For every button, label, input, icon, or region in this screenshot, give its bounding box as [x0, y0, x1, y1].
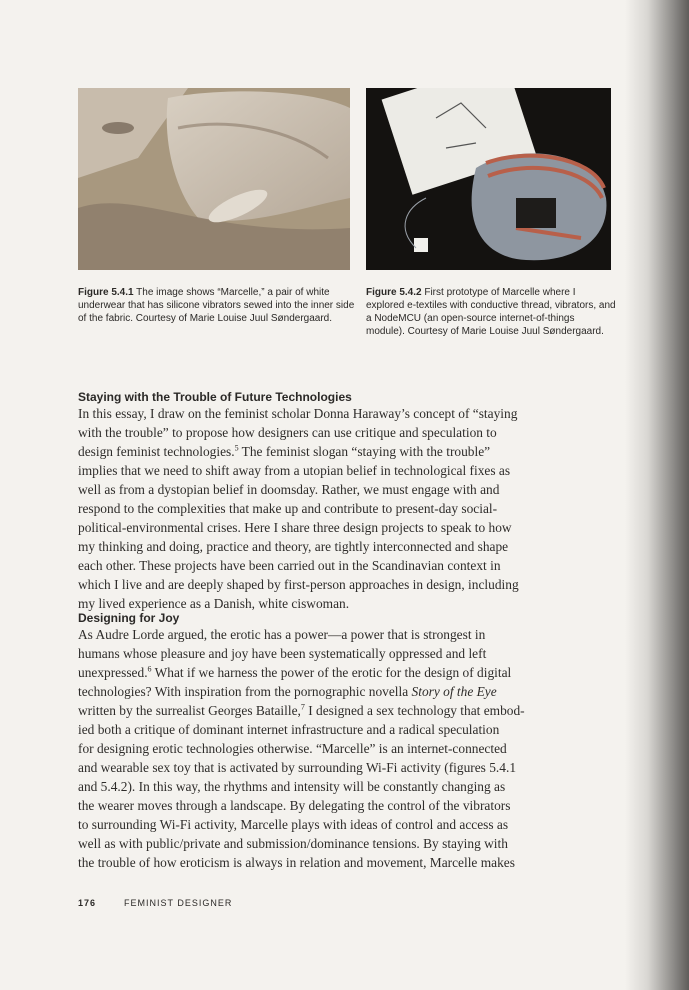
body-line: design feminist technologies.$^5$ The feminist slogan “staying with the trouble”: [78, 443, 491, 459]
body-line: ied both a critique of dominant internet infrastructure and a radical speculation: [78, 722, 500, 737]
body-line: and 5.4.2). In this way, the rhythms and intensity will be constantly changing as: [78, 779, 506, 794]
footnote-ref: 6: [147, 664, 152, 674]
body-line: humans whose pleasure and joy have been systematically oppressed and left: [78, 646, 487, 661]
body-line: As Audre Lorde argued, the erotic has a power—a power that is strongest in: [78, 627, 486, 642]
section-heading-staying-with-trouble: Staying with the Trouble of Future Technologies: [78, 390, 352, 404]
body-line: and wearable sex toy that is activated by surrounding Wi-Fi activity (figures 5.4.1: [78, 760, 517, 775]
footnote-ref: 5: [234, 443, 239, 453]
body-line: the wearer moves through a landscape. By delegating the control of the vibrators: [78, 798, 511, 813]
page-edge-shadow: [625, 0, 689, 990]
body-line: with the trouble” to propose how designers can use critique and speculation to: [78, 425, 497, 440]
body-line: each other. These projects have been carried out in the Scandinavian context in: [78, 558, 501, 573]
page-number: 176: [78, 898, 97, 908]
figure-photo-underwear: [78, 88, 350, 270]
body-line: unexpressed.$^6$ What if we harness the power of the erotic for the design of digital: [78, 664, 512, 680]
page-footer: [78, 898, 232, 908]
body-line: my lived experience as a Danish, white ciswoman.: [78, 596, 350, 611]
body-line: well as from a dystopian belief in doomsday. Rather, we must engage with and: [78, 482, 500, 497]
section-heading-designing-for-joy: Designing for Joy: [78, 611, 180, 625]
book-title: Story of the Eye: [411, 684, 497, 699]
figure-label: Figure 5.4.1: [78, 287, 134, 298]
body-line: the trouble of how eroticism is always in relation and movement, Marcelle makes: [78, 855, 515, 870]
body-line: respond to the complexities that make up and contribute to present-day social-: [78, 501, 498, 516]
running-head: FEMINIST DESIGNER: [124, 898, 233, 908]
caption-text: First prototype of Marcelle where I explored e-textiles with conductive thread, vibrators, and a NodeMCU (an open-source internet-of-things module). Courtesy of Marie Louise Juul Søndergaard.: [366, 287, 616, 337]
footnote-ref: 7: [300, 702, 305, 712]
caption-text: The image shows “Marcelle,” a pair of white underwear that has silicone vibrators sewed into the inner side of the fabric. Courtesy of Marie Louise Juul Søndergaard.: [78, 287, 355, 324]
body-line: which I live and are deeply shaped by first-person approaches in design, including: [78, 577, 519, 592]
figure-photo-prototype: [366, 88, 611, 270]
body-line: for designing erotic technologies otherwise. “Marcelle” is an internet-connected: [78, 741, 507, 756]
body-line: In this essay, I draw on the feminist scholar Donna Haraway’s concept of “staying: [78, 406, 518, 421]
figure-label: Figure 5.4.2: [366, 287, 422, 298]
body-line: technologies? With inspiration from the pornographic novella Story of the Eye: [78, 684, 497, 699]
body-line: to surrounding Wi-Fi activity, Marcelle plays with ideas of control and access as: [78, 817, 509, 832]
body-line: political-environmental crises. Here I share three design projects to speak to how: [78, 520, 512, 535]
body-line: implies that we need to shift away from a utopian belief in technological fixes as: [78, 463, 511, 478]
body-line: well as with public/private and submission/dominance tensions. By staying with: [78, 836, 508, 851]
body-line: written by the surrealist Georges Bataille,$^7$ I designed a sex technology that embod-: [78, 702, 525, 718]
figure-caption-5-4-2: [366, 286, 616, 338]
figure-caption-5-4-1: [78, 286, 356, 325]
body-line: my thinking and doing, practice and theory, are tightly interconnected and shape: [78, 539, 509, 554]
